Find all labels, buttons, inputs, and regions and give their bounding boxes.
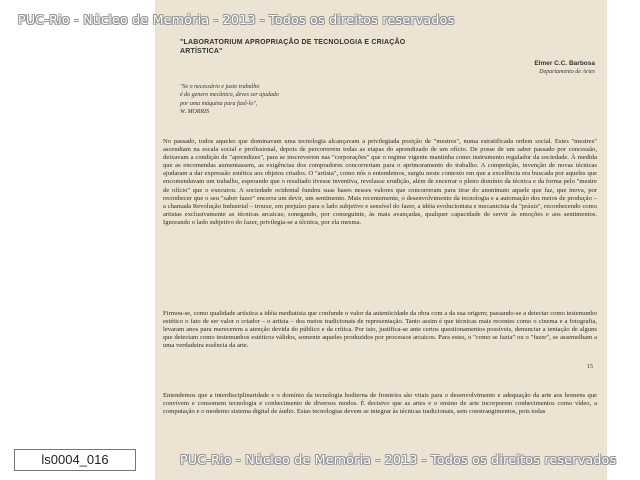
epigraph-attribution: W. MORRIS — [180, 109, 210, 116]
body-paragraph: Entendemos que a interdisciplinaridade e o domínio da tecnologia hodierna de fronteira são vitais para o desenvolvimento e adequação da arte aos homens que convivem e consomem tecnologia e conhecimento de diversos modos. É decisivo que as artes e o ensino de arte incorporem conhecimentos como vídeo, a computação e o moderno sistema digital de áudio. Estas tecnologias devem se integrar às técnicas tradicionais, sem constrangimentos, pois todas — [163, 392, 597, 416]
author-name: Elmer C.C. Barbosa — [534, 60, 595, 67]
article-title: "LABORATORIUM APROPRIAÇÃO DE TECNOLOGIA E CRIAÇÃO ARTÍSTICA" — [180, 39, 406, 55]
page-number: 15 — [587, 364, 593, 370]
copyright-watermark: PUC-Rio - Núcleo de Memória - 2013 - Todos os direitos reservados — [18, 12, 455, 27]
epigraph — [180, 83, 340, 117]
epigraph-line: "Se o necessário e justo trabalho — [180, 84, 260, 90]
document-page — [155, 0, 607, 480]
body-paragraph: Firmou-se, como qualidade artística a idéia mediatista que confunde o valor da autenticidade da obra com a da sua origem; passando-se a detectar como testemunho estético o fato de ser valor o criador – o artista – dos meios tradicionais de representação. Tanto assim é que técnicas mais recentes como o cinema e a fotografia, levaram anos para merecerem a atenção devida do público e da crítica. Por isto, justifica-se ante certos questionamentos possíveis, denunciar a tentação de alguns que detectam como testemunhos estéticos válidos, somente aqueles produzidos por processos arcaicos. Para estes, o "como se fazia" ou o "fazer", se assemelham a uma verdadeira essência da arte. — [163, 310, 597, 350]
copyright-watermark: PUC-Rio - Núcleo de Memória - 2013 - Todos os direitos reservados — [180, 452, 617, 467]
document-id-label: ls0004_016 — [14, 449, 136, 471]
author-department: Departamento de Artes — [539, 69, 595, 75]
epigraph-line: é do genero mecânico, deves ser ajudado — [180, 92, 279, 99]
body-paragraph: No passado, todos aqueles que dominavam uma tecnologia alcançavam a privilegiada posição de "mestres", numa estratificada ordem social. Estes "mestres" ascendiam na escala social e profissional, depois de percorrerem todas as etapas do aprendizado de um ofício. De posse de um saber passado por concessão, deixavam a condição de "aprendizes", para se inscreverem nas "corporações" que o regime vigente mantinha como instrumento regulador da sociedade. À medida que as encomendas aumentassem, as exigências dos compradores concorreriam para o aprimoramento do trabalho. A competição, invenção de novas técnicas ajudaram a dar expressão estética aos objetos criados. O "artista", como nós o entendemos, surgiu neste contexto em que a excelência era buscada por aqueles que encomendavam um trabalho, esperando que o resultado tivesse inventiva, revelasse erudição, além de encerrar o pleno domínio da técnica e da forma pelo "mestre de ofício" que o executou. A sociedade ocidental fundou suas bases nesses valores que concorreram para tirar do anonimato aquele que faz, que inova, por reconhecer que o seu "saber fazer" encerra um devir, um sentimento. Mais recentemente, o desenvolvimento da tecnologia e a automação dos meios de produção – a chamada Revolução Industrial – trouxe, em prejuízo para o lado subjetivo e sensível do fazer, a idéia evolucionista e mecanicista da "práxis", reconhecendo como artistas exclusivamente as técnicas arcaicas; sonegando, por conseguinte, às mais avançadas, qualquer capacidade de servir às emoções e aos sentimentos. Ignorando o lado subjetivo do fazer, privilegia-se a técnica, por ela mesma. — [163, 138, 597, 226]
epigraph-line: por uma máquina para fazê-lo", — [180, 100, 258, 107]
